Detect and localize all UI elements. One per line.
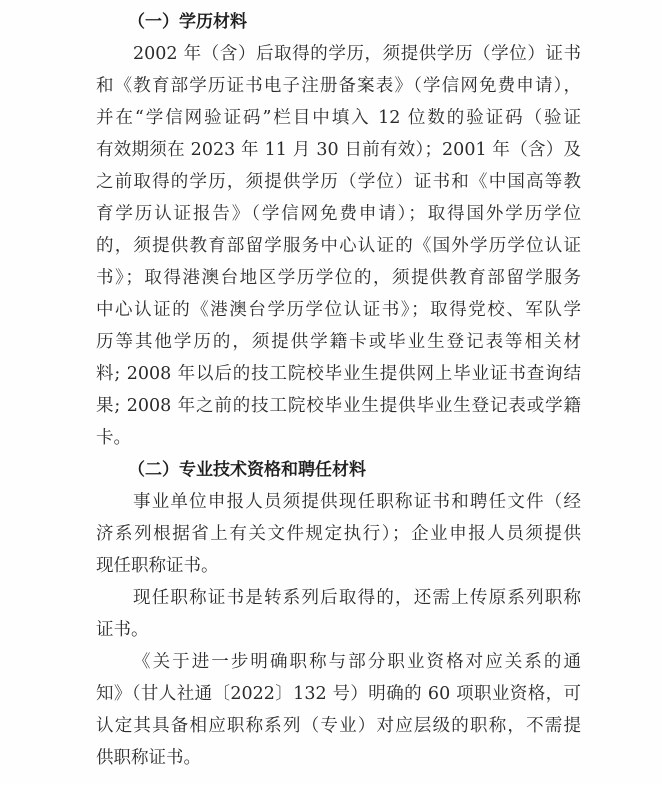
paragraph-line: 有效期须在 2023 年 11 月 30 日前有效）；2001 年（含）及 [96, 140, 581, 160]
section-heading-qualification: （二）专业技术资格和聘任材料 [128, 460, 366, 480]
paragraph-line: 之前取得的学历，须提供学历（学位）证书和《中国高等教 [96, 172, 581, 192]
paragraph-line: 《关于进一步明确职称与部分职业资格对应关系的通 [133, 652, 581, 672]
paragraph-line: 卡。 [96, 428, 131, 448]
paragraph-line: 并在“学信网验证码”栏目中填入 12 位数的验证码（验证 [96, 108, 581, 128]
paragraph-line: 知》（甘人社通〔2022〕132 号）明确的 60 项职业资格，可 [96, 684, 581, 704]
paragraph-line: 的，须提供教育部留学服务中心认证的《国外学历学位认证 [96, 236, 581, 256]
paragraph-line: 证书。 [96, 620, 149, 640]
paragraph-line: 现任职称证书。 [96, 556, 219, 576]
paragraph-line: 供职称证书。 [96, 748, 201, 768]
paragraph-line: 书》；取得港澳台地区学历学位的，须提供教育部留学服务 [96, 268, 581, 288]
paragraph-line: 料; 2008 年以后的技工院校毕业生提供网上毕业证书查询结 [96, 364, 581, 384]
section-heading-education: （一）学历材料 [128, 12, 247, 32]
paragraph-line: 中心认证的《港澳台学历学位认证书》；取得党校、军队学 [96, 300, 581, 320]
paragraph-line: 2002 年（含）后取得的学历，须提供学历（学位）证书 [133, 44, 581, 64]
paragraph-line: 历等其他学历的，须提供学籍卡或毕业生登记表等相关材 [96, 332, 581, 352]
paragraph-line: 果; 2008 年之前的技工院校毕业生提供毕业生登记表或学籍 [96, 396, 581, 416]
paragraph-line: 事业单位申报人员须提供现任职称证书和聘任文件（经 [133, 492, 581, 512]
paragraph-line: 济系列根据省上有关文件规定执行）；企业申报人员须提供 [96, 524, 581, 544]
paragraph-line: 现任职称证书是转系列后取得的，还需上传原系列职称 [133, 588, 581, 608]
paragraph-line: 认定其具备相应职称系列（专业）对应层级的职称，不需提 [96, 716, 581, 736]
paragraph-line: 和《教育部学历证书电子注册备案表》（学信网免费申请）， [96, 76, 581, 96]
paragraph-line: 育学历认证报告》（学信网免费申请）；取得国外学历学位 [96, 204, 581, 224]
